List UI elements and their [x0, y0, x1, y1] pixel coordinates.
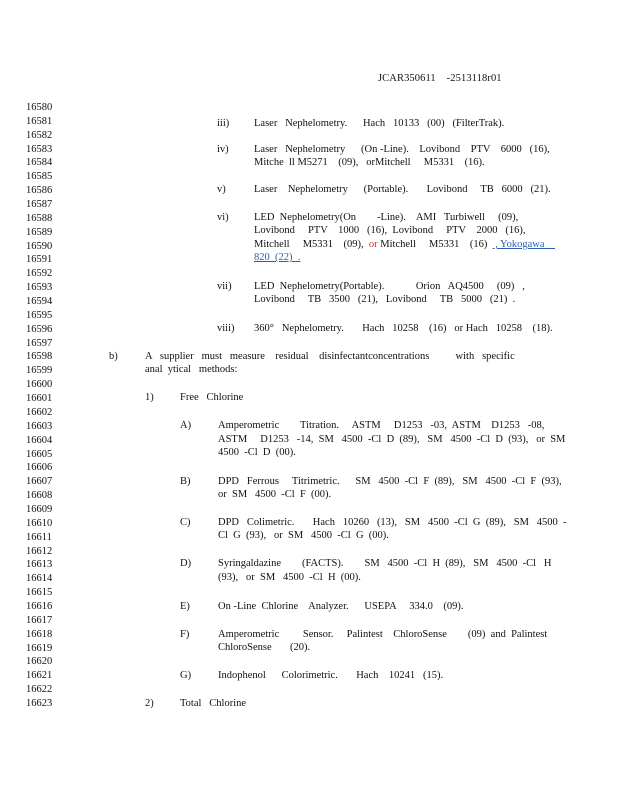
- item-label-vi: vi): [217, 212, 229, 223]
- line-number: 16581: [26, 115, 53, 127]
- section-b-text-line1: A supplier must measure residual disinfectantconcentrations with specific: [145, 351, 515, 362]
- line-number: 16618: [26, 628, 53, 640]
- item-label-iv: iv): [217, 144, 229, 155]
- line-number: 16616: [26, 600, 53, 612]
- method-text-a-line1: Amperometric Titration. ASTM D1253 -03, ASTM D1253 -08,: [218, 420, 545, 431]
- line-number: 16593: [26, 282, 53, 294]
- line-number: 16592: [26, 268, 53, 280]
- line-number: 16586: [26, 185, 53, 197]
- line-number: 16619: [26, 642, 53, 654]
- method-label-a: A): [180, 420, 192, 431]
- method-text-f-line2: ChloroSense (20).: [218, 642, 311, 653]
- item-text-iv-line2: Mitche ll M5271 (09), orMitchell M5331 (16).: [254, 157, 485, 168]
- line-number: 16602: [26, 406, 53, 418]
- line-number: 16611: [26, 531, 52, 543]
- yokogawa-link-continued[interactable]: 820 (22) .: [254, 252, 301, 263]
- line-number: 16599: [26, 365, 53, 377]
- line-number: 16620: [26, 656, 53, 668]
- method-text-d-line2: (93), or SM 4500 -Cl H (00).: [218, 572, 361, 583]
- method-text-a-line3: 4500 -Cl D (00).: [218, 447, 296, 458]
- item-text-vi-line3-a: Mitchell M5331 (09),: [254, 239, 369, 250]
- line-number: 16604: [26, 434, 53, 446]
- line-number: 16609: [26, 503, 53, 515]
- line-number: 16622: [26, 684, 53, 696]
- line-number: 16617: [26, 614, 53, 626]
- method-text-g: Indophenol Colorimetric. Hach 10241 (15).: [218, 670, 444, 681]
- method-label-b: B): [180, 476, 191, 487]
- line-number: 16582: [26, 129, 53, 141]
- line-number: 16585: [26, 171, 53, 183]
- method-text-c-line2: Cl G (93), or SM 4500 -Cl G (00).: [218, 530, 389, 541]
- line-number: 16589: [26, 226, 53, 238]
- line-number: 16596: [26, 323, 53, 335]
- free-chlorine-title: Free Chlorine: [180, 392, 244, 403]
- section-b-text-line2: anal ytical methods:: [145, 364, 238, 375]
- method-label-g: G): [180, 670, 192, 681]
- line-number: 16612: [26, 545, 53, 557]
- total-chlorine-title: Total Chlorine: [180, 698, 247, 709]
- redline-or-text: or: [368, 239, 378, 250]
- yokogawa-link[interactable]: , Yokogawa: [492, 239, 555, 250]
- item-label-iii: iii): [217, 118, 230, 129]
- method-text-b-line1: DPD Ferrous Titrimetric. SM 4500 -Cl F (89), SM 4500 -Cl F (93),: [218, 476, 562, 487]
- method-label-e: E): [180, 601, 190, 612]
- method-label-c: C): [180, 517, 191, 528]
- line-number: 16583: [26, 143, 53, 155]
- method-text-f-line1: Amperometric Sensor. Palintest ChloroSense (09) and Palintest: [218, 629, 548, 640]
- line-number: 16591: [26, 254, 53, 266]
- item-text-vi-line3-b: Mitchell M5331 (16): [377, 239, 493, 250]
- line-number: 16608: [26, 490, 53, 502]
- line-number: 16607: [26, 476, 53, 488]
- line-number: 16598: [26, 351, 53, 363]
- method-text-c-line1: DPD Colimetric. Hach 10260 (13), SM 4500 -Cl G (89), SM 4500 -: [218, 517, 567, 528]
- section-label-b: b): [109, 351, 118, 362]
- item-text-v: Laser Nephelometry (Portable). Lovibond TB 6000 (21).: [254, 184, 551, 195]
- method-text-d-line1: Syringaldazine (FACTS). SM 4500 -Cl H (89), SM 4500 -Cl H: [218, 558, 552, 569]
- line-number: 16613: [26, 559, 53, 571]
- item-text-vi-line2: Lovibond PTV 1000 (16), Lovibond PTV 2000 (16),: [254, 225, 526, 236]
- item-text-iii: Laser Nephelometry. Hach 10133 (00) (FilterTrak).: [254, 118, 505, 129]
- line-number: 16594: [26, 296, 53, 308]
- line-number: 16587: [26, 199, 53, 211]
- line-number: 16603: [26, 420, 53, 432]
- item-label-v: v): [217, 184, 226, 195]
- line-number: 16621: [26, 670, 53, 682]
- line-number: 16600: [26, 379, 53, 391]
- item-text-vi-line3: [254, 238, 555, 252]
- method-label-d: D): [180, 558, 192, 569]
- line-number: 16606: [26, 462, 53, 474]
- line-number: 16595: [26, 309, 53, 321]
- line-number: 16615: [26, 587, 53, 599]
- method-text-a-line2: ASTM D1253 -14, SM 4500 -Cl D (89), SM 4500 -Cl D (93), or SM: [218, 434, 566, 445]
- line-number: 16623: [26, 697, 53, 709]
- item-text-viii: 360° Nephelometry. Hach 10258 (16) or Hach 10258 (18).: [254, 323, 553, 334]
- line-number: 16601: [26, 393, 53, 405]
- method-label-f: F): [180, 629, 190, 640]
- method-text-e: On -Line Chlorine Analyzer. USEPA 334.0 (09).: [218, 601, 464, 612]
- method-text-b-line2: or SM 4500 -Cl F (00).: [218, 489, 332, 500]
- item-label-vii: vii): [217, 281, 232, 292]
- item-text-vii-line2: Lovibond TB 3500 (21), Lovibond TB 5000 (21) .: [254, 294, 516, 305]
- line-number: 16605: [26, 448, 53, 460]
- subsection-label-1: 1): [145, 392, 154, 403]
- subsection-label-2: 2): [145, 698, 154, 709]
- line-number: 16584: [26, 157, 53, 169]
- item-text-vi-line1: LED Nephelometry(On -Line). AMI Turbiwell (09),: [254, 212, 519, 223]
- line-number: 16597: [26, 337, 53, 349]
- line-number: 16590: [26, 240, 53, 252]
- line-number: 16610: [26, 517, 53, 529]
- item-label-viii: viii): [217, 323, 235, 334]
- line-number: 16580: [26, 102, 53, 113]
- document-id-header: JCAR350611 -2513118r01: [378, 73, 502, 84]
- item-text-iv-line1: Laser Nephelometry (On -Line). Lovibond PTV 6000 (16),: [254, 144, 550, 155]
- line-number: 16588: [26, 212, 53, 224]
- line-number: 16614: [26, 573, 53, 585]
- item-text-vii-line1: LED Nephelometry(Portable). Orion AQ4500 (09) ,: [254, 281, 525, 292]
